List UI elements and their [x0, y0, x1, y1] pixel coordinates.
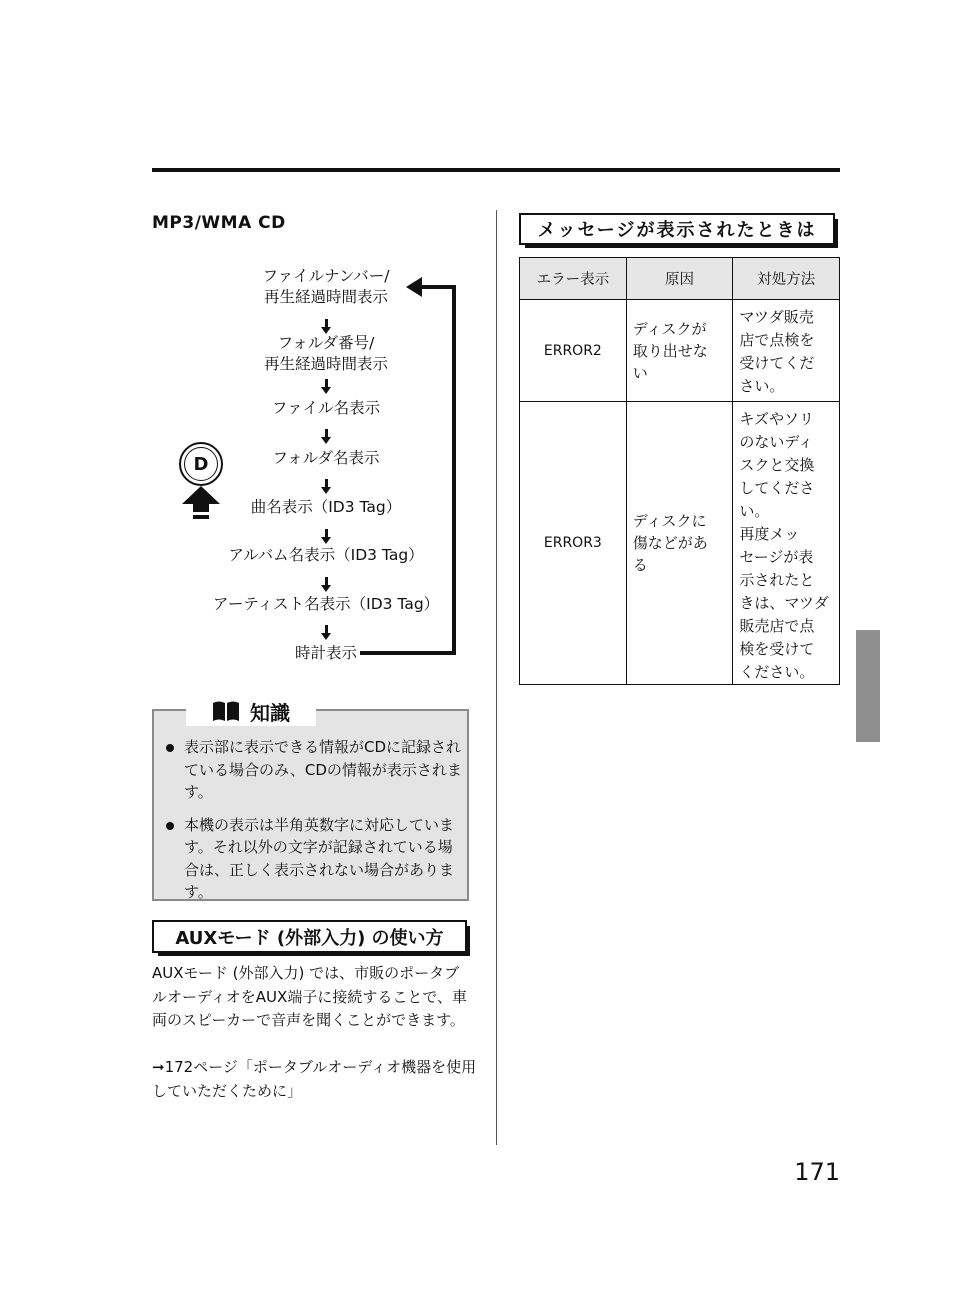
arrow-down-icon — [321, 487, 331, 494]
d-button — [179, 442, 223, 486]
section-heading: MP3/WMA CD — [152, 213, 286, 233]
flow-step-3: ファイル名表示 — [271, 399, 381, 417]
header-cause: 原因 — [626, 258, 733, 300]
flow-step-5: 曲名表示（ID3 Tag） — [250, 498, 402, 516]
arrow-down-icon — [321, 633, 331, 640]
aux-reference-text: 172ページ「ポータブルオーディオ機器を使用していただくために」 — [152, 1058, 477, 1100]
arrow-down-icon — [321, 585, 331, 592]
arrow-down-icon — [321, 437, 331, 444]
error-code: ERROR2 — [520, 300, 627, 402]
error-remedy: マツダ販売 店で点検を 受けてくだ さい。 — [733, 300, 840, 402]
list-item — [162, 814, 464, 904]
bullet-icon — [166, 822, 174, 830]
aux-body: AUXモード (外部入力) では、市販のポータブルオーディオをAUX端子に接続することで、車両のスピーカーで音声を聞くことができます。 — [152, 964, 468, 1029]
chapter-tab — [856, 630, 880, 742]
table-row — [520, 300, 840, 402]
error-cause: ディスクが 取り出せな い — [626, 300, 733, 402]
flow-step-6: アルバム名表示（ID3 Tag） — [228, 546, 424, 564]
note-header — [186, 696, 316, 726]
note-title: 知識 — [250, 700, 290, 725]
note-text: 本機の表示は半角英数字に対応しています。それ以外の文字が記録されている場合は、正しく表示されない場合があります。 — [184, 815, 455, 901]
table-row — [520, 402, 840, 685]
arrow-down-icon — [321, 537, 331, 544]
page-number: 171 — [794, 1158, 840, 1186]
aux-banner — [152, 920, 467, 953]
error-code: ERROR3 — [520, 402, 627, 685]
list-item — [162, 736, 464, 804]
arrow-right-icon: ➞ — [152, 1058, 165, 1076]
error-cause: ディスクに 傷などがあ る — [626, 402, 733, 685]
d-button-label: D — [184, 447, 218, 481]
aux-reference — [152, 1056, 482, 1103]
book-icon — [212, 700, 240, 722]
error-table — [519, 257, 840, 685]
flow-step-8: 時計表示 — [294, 644, 357, 662]
messages-banner — [519, 213, 835, 245]
header-error: エラー表示 — [520, 258, 627, 300]
note-list — [162, 736, 464, 914]
flow-step-4: フォルダ名表示 — [272, 449, 380, 467]
flow-step-1: ファイルナンバー/ 再生経過時間表示 — [262, 267, 390, 306]
top-rule — [152, 168, 840, 172]
header-remedy: 対処方法 — [733, 258, 840, 300]
bullet-icon — [166, 744, 174, 752]
messages-title: メッセージが表示されたときは — [537, 220, 817, 241]
arrow-down-icon — [321, 387, 331, 394]
arrow-up-icon — [180, 486, 222, 522]
return-loop-arrow — [360, 270, 470, 662]
flow-step-2: フォルダ番号/ 再生経過時間表示 — [263, 334, 388, 373]
column-divider — [496, 210, 497, 1145]
table-header-row — [520, 258, 840, 300]
flow-step-7: アーティスト名表示（ID3 Tag） — [212, 595, 440, 613]
error-remedy: キズやソリ のないディ スクと交換 してくださ い。 再度メッ セージが表 示されたと きは、マツダ 販売店で点 検を受けて ください。 — [733, 402, 840, 685]
aux-title: AUXモード (外部入力) の使い方 — [175, 927, 444, 949]
note-text: 表示部に表示できる情報がCDに記録されている場合のみ、CDの情報が表示されます。 — [184, 738, 462, 801]
